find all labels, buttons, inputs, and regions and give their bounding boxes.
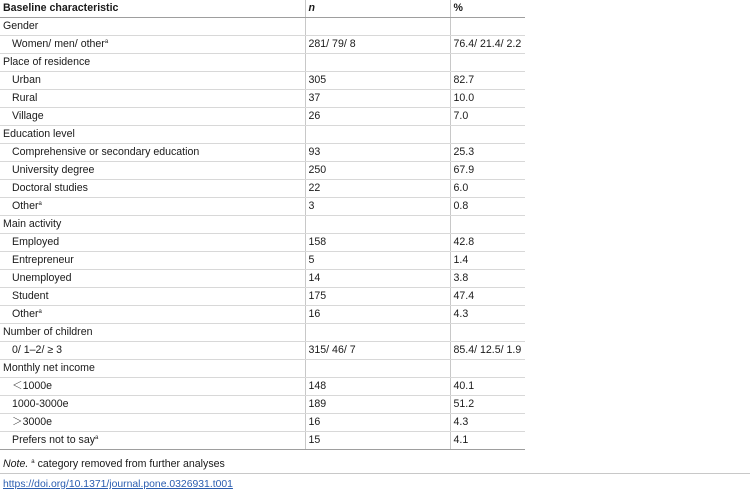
cell-percent: 3.8 — [450, 270, 525, 288]
row-label — [0, 396, 305, 414]
label-text: Comprehensive or secondary education — [12, 146, 200, 158]
label-text: Entrepreneur — [12, 254, 74, 266]
label-text: ＞3000e — [12, 416, 53, 428]
cell-percent: 6.0 — [450, 180, 525, 198]
table-row — [0, 108, 525, 126]
cell-percent: 25.3 — [450, 144, 525, 162]
table-row — [0, 234, 525, 252]
row-label — [0, 342, 305, 360]
row-label — [0, 234, 305, 252]
table-row — [0, 270, 525, 288]
note-prefix: Note. — [3, 458, 29, 470]
cell-n: 305 — [305, 72, 450, 90]
row-label — [0, 252, 305, 270]
footnote-marker: a — [95, 435, 99, 441]
cell-n: 281/ 79/ 8 — [305, 36, 450, 54]
table-row — [0, 162, 525, 180]
cell-percent — [450, 18, 525, 36]
cell-n — [305, 18, 450, 36]
label-text: Unemployed — [12, 272, 72, 284]
cell-percent: 4.3 — [450, 306, 525, 324]
group-label — [0, 54, 305, 72]
cell-n — [305, 54, 450, 72]
cell-n — [305, 360, 450, 378]
label-text: 0/ 1–2/ ≥ 3 — [12, 344, 62, 356]
header-characteristic: Baseline characteristic — [0, 0, 305, 18]
row-label — [0, 432, 305, 450]
table-row — [0, 36, 525, 54]
table-row — [0, 90, 525, 108]
label-text: Urban — [12, 74, 41, 86]
table-row — [0, 414, 525, 432]
group-header-row — [0, 126, 525, 144]
table-row — [0, 432, 525, 450]
table-row — [0, 252, 525, 270]
cell-n: 148 — [305, 378, 450, 396]
label-text: Student — [12, 290, 49, 302]
label-text: Number of children — [3, 326, 93, 338]
cell-percent: 4.1 — [450, 432, 525, 450]
label-text: Education level — [3, 128, 75, 140]
cell-percent — [450, 324, 525, 342]
label-text: Village — [12, 110, 44, 122]
table-footnote — [3, 457, 225, 471]
cell-percent: 42.8 — [450, 234, 525, 252]
table-row — [0, 288, 525, 306]
cell-n: 16 — [305, 414, 450, 432]
table-row — [0, 144, 525, 162]
label-text: Place of residence — [3, 56, 91, 68]
label-text: Main activity — [3, 218, 62, 230]
cell-percent: 7.0 — [450, 108, 525, 126]
cell-percent: 47.4 — [450, 288, 525, 306]
cell-n: 189 — [305, 396, 450, 414]
cell-n — [305, 216, 450, 234]
cell-percent: 40.1 — [450, 378, 525, 396]
group-label — [0, 360, 305, 378]
footnote-marker: a — [31, 459, 35, 465]
group-label — [0, 18, 305, 36]
cell-n: 5 — [305, 252, 450, 270]
table-row — [0, 378, 525, 396]
label-text: University degree — [12, 164, 95, 176]
cell-n: 37 — [305, 90, 450, 108]
label-text: Prefers not to say — [12, 434, 96, 446]
footnote-marker: a — [38, 201, 42, 207]
row-label — [0, 90, 305, 108]
row-label — [0, 288, 305, 306]
label-text: ＜1000e — [12, 380, 53, 392]
footnote-marker: a — [104, 39, 109, 45]
label-text: Gender — [3, 20, 39, 32]
group-header-row — [0, 324, 525, 342]
cell-n: 14 — [305, 270, 450, 288]
table-row — [0, 306, 525, 324]
row-label — [0, 180, 305, 198]
row-label — [0, 162, 305, 180]
cell-n: 158 — [305, 234, 450, 252]
row-label — [0, 306, 305, 324]
cell-percent — [450, 216, 525, 234]
row-label — [0, 198, 305, 216]
cell-percent: 51.2 — [450, 396, 525, 414]
cell-n: 16 — [305, 306, 450, 324]
cell-percent — [450, 360, 525, 378]
cell-percent: 10.0 — [450, 90, 525, 108]
table-row — [0, 396, 525, 414]
cell-n: 15 — [305, 432, 450, 450]
cell-n: 3 — [305, 198, 450, 216]
cell-percent — [450, 126, 525, 144]
cell-percent: 67.9 — [450, 162, 525, 180]
divider — [0, 473, 750, 474]
note-text: category removed from further analyses — [34, 458, 225, 470]
cell-n — [305, 126, 450, 144]
row-label — [0, 72, 305, 90]
group-header-row — [0, 54, 525, 72]
label-text: Rural — [12, 92, 38, 104]
row-label — [0, 108, 305, 126]
row-label — [0, 378, 305, 396]
row-label — [0, 270, 305, 288]
group-header-row — [0, 360, 525, 378]
group-label — [0, 324, 305, 342]
group-header-row — [0, 18, 525, 36]
label-text: 1000-3000e — [12, 398, 69, 410]
group-label — [0, 216, 305, 234]
table-row — [0, 180, 525, 198]
cell-percent: 76.4/ 21.4/ 2.2 — [450, 36, 525, 54]
cell-percent: 82.7 — [450, 72, 525, 90]
table-row — [0, 342, 525, 360]
row-label — [0, 414, 305, 432]
header-n: n — [305, 0, 450, 18]
group-header-row — [0, 216, 525, 234]
label-text: Women/ men/ other — [12, 38, 105, 50]
label-text: Employed — [12, 236, 60, 248]
cell-percent: 4.3 — [450, 414, 525, 432]
cell-n: 315/ 46/ 7 — [305, 342, 450, 360]
label-text: Doctoral studies — [12, 182, 88, 194]
footnote-marker: a — [38, 309, 42, 315]
label-text: Other — [12, 308, 39, 320]
cell-n: 93 — [305, 144, 450, 162]
header-percent: % — [450, 0, 525, 18]
cell-n: 26 — [305, 108, 450, 126]
label-text: Other — [12, 200, 39, 212]
cell-percent — [450, 54, 525, 72]
cell-n: 250 — [305, 162, 450, 180]
cell-percent: 0.8 — [450, 198, 525, 216]
row-label — [0, 144, 305, 162]
group-label — [0, 126, 305, 144]
table-body — [0, 18, 525, 450]
label-text: Monthly net income — [3, 362, 95, 374]
table-row — [0, 198, 525, 216]
cell-n: 175 — [305, 288, 450, 306]
cell-percent: 85.4/ 12.5/ 1.9 — [450, 342, 525, 360]
cell-percent: 1.4 — [450, 252, 525, 270]
table-header-row — [0, 0, 525, 18]
cell-n — [305, 324, 450, 342]
table-row — [0, 72, 525, 90]
doi-link[interactable]: https://doi.org/10.1371/journal.pone.0326931.t001 — [3, 479, 233, 490]
row-label — [0, 36, 305, 54]
cell-n: 22 — [305, 180, 450, 198]
